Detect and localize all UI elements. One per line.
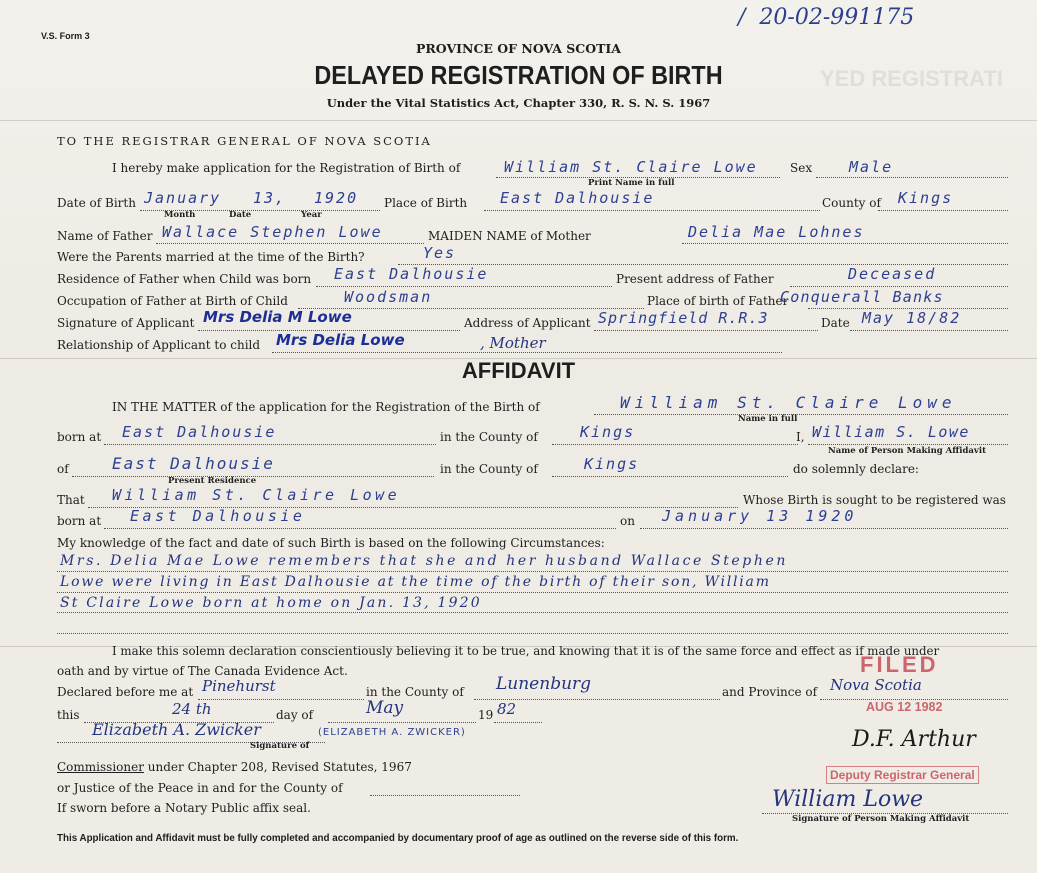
present-address-value: Deceased — [848, 265, 937, 283]
this-label: this — [57, 708, 80, 722]
relationship-label: Relationship of Applicant to child — [57, 338, 261, 352]
father-name-line — [156, 243, 424, 244]
father-name-label: Name of Father — [57, 229, 153, 243]
parents-married-label: Were the Parents married at the time of the Birth? — [57, 250, 365, 264]
residence-county-label: in the County of — [440, 462, 538, 476]
dob-month-value: January — [144, 189, 222, 207]
father-residence-value: East Dalhousie — [334, 265, 489, 283]
relationship-line — [272, 352, 782, 353]
affiant-name-line — [808, 444, 1008, 445]
year-line — [494, 722, 542, 723]
applicant-signature-label: Signature of Applicant — [57, 316, 195, 330]
solemn-declaration-line-1: I make this solemn declaration conscientiously believing it to be true, and knowing that it is of the same force and effect as if made under — [112, 644, 940, 658]
father-residence-line — [316, 286, 612, 287]
date-caption: Date — [229, 210, 252, 220]
county-label: County of — [822, 196, 881, 210]
circumstance-line-1 — [57, 571, 1008, 572]
born-on-line — [640, 528, 1008, 529]
residence-county-value: Kings — [584, 455, 640, 473]
mother-name-value: Delia Mae Lohnes — [688, 223, 865, 241]
notary-seal-note: If sworn before a Notary Public affix seal. — [57, 801, 311, 815]
affiant-signature-caption: Signature of Person Making Affidavit — [792, 814, 970, 824]
present-address-label: Present address of Father — [616, 272, 774, 286]
justice-of-peace-label: or Justice of the Peace in and for the County of — [57, 781, 343, 795]
affidavit-name-value: William St. Claire Lowe — [620, 393, 957, 412]
born-on-value: January 13 1920 — [662, 507, 858, 525]
commissioner-label: Commissioner — [57, 760, 144, 774]
father-occupation-label: Occupation of Father at Birth of Child — [57, 294, 288, 308]
commissioner-printed-name: (ELIZABETH A. ZWICKER) — [318, 727, 466, 738]
affidavit-matter-label: IN THE MATTER of the application for the Registration of the Birth of — [112, 400, 540, 414]
applicant-address-value: Springfield R.R.3 — [598, 309, 769, 327]
circumstance-text-1: Mrs. Delia Mae Lowe remembers that she and her husband Wallace Stephen — [60, 553, 788, 569]
county-of-label: in the County of — [440, 430, 538, 444]
year-caption: Year — [301, 210, 322, 220]
father-name-value: Wallace Stephen Lowe — [162, 223, 383, 241]
province-value: Nova Scotia — [830, 676, 922, 694]
province-of-label: and Province of — [722, 685, 818, 699]
month-caption: Month — [164, 210, 196, 220]
application-date-line — [850, 330, 1008, 331]
that-name-value: William St. Claire Lowe — [112, 486, 401, 504]
solemn-declaration-line-2: oath and by virtue of The Canada Evidence Act. — [57, 664, 348, 678]
child-name-value: William St. Claire Lowe — [504, 158, 758, 176]
applicant-address-line — [594, 330, 818, 331]
father-birthplace-label: Place of birth of Father — [647, 294, 789, 308]
sex-value: Male — [849, 158, 894, 176]
knowledge-label: My knowledge of the fact and date of such Birth is based on the following Circumstances: — [57, 536, 605, 550]
county-line — [878, 210, 1008, 211]
justice-county-line — [370, 795, 520, 796]
registrar-signature: D.F. Arthur — [852, 727, 976, 752]
circumstance-line-2 — [57, 592, 1008, 593]
reference-number — [738, 6, 914, 30]
declared-at-value: Pinehurst — [202, 677, 276, 695]
whose-birth-label: Whose Birth is sought to be registered was — [743, 493, 1006, 507]
county-value: Kings — [898, 189, 954, 207]
day-of-label: day of — [276, 708, 314, 722]
residence-value: East Dalhousie — [112, 454, 275, 473]
born-at-label-2: born at — [57, 514, 102, 528]
footer-note: This Application and Affidavit must be fully completed and accompanied by documentary proof of age as outlined on the reverse side of this form. — [57, 833, 739, 844]
relationship-value: , Mother — [480, 334, 546, 352]
month-value: May — [366, 698, 404, 718]
application-date-value: May 18/82 — [862, 309, 962, 327]
present-address-line — [790, 286, 1008, 287]
declared-at-line — [198, 699, 364, 700]
affidavit-heading: AFFIDAVIT — [461, 358, 576, 383]
born-at-value-2: East Dalhousie — [130, 507, 306, 525]
declared-county-label: in the County of — [366, 685, 464, 699]
born-at-label: born at — [57, 430, 102, 444]
page-subtitle: Under the Vital Statistics Act, Chapter 330, R. S. N. S. 1967 — [326, 96, 711, 110]
that-label: That — [57, 493, 85, 507]
declare-label: do solemnly declare: — [793, 462, 919, 476]
birth-county-line — [552, 444, 798, 445]
province-heading: PROVINCE OF NOVA SCOTIA — [416, 41, 621, 56]
applicant-address-label: Address of Applicant — [464, 316, 591, 330]
form-number: V.S. Form 3 — [41, 31, 90, 41]
sex-label: Sex — [790, 161, 813, 175]
sex-line — [816, 177, 1008, 178]
signature-of-caption: Signature of — [250, 741, 310, 751]
filed-date-stamp: AUG 12 1982 — [866, 700, 943, 714]
declared-before-label: Declared before me at — [57, 685, 194, 699]
father-residence-label: Residence of Father when Child was born — [57, 272, 312, 286]
print-name-caption: Print Name in full — [588, 178, 675, 188]
reference-tick: / — [738, 5, 760, 30]
residence-county-line — [552, 476, 788, 477]
day-value: 24 th — [172, 700, 212, 718]
reference-number-value: 20-02-991175 — [759, 5, 915, 30]
place-of-birth-line — [484, 210, 820, 211]
born-at-line — [104, 444, 436, 445]
affiant-signature-value: William Lowe — [772, 787, 924, 812]
present-residence-caption: Present Residence — [168, 476, 257, 486]
commissioner-signature-value: Elizabeth A. Zwicker — [92, 720, 261, 739]
year-value: 82 — [497, 700, 517, 718]
on-label: on — [620, 514, 635, 528]
dob-year-value: 1920 — [314, 189, 359, 207]
born-at-value: East Dalhousie — [122, 423, 277, 441]
father-birthplace-value: Conquerall Banks — [780, 288, 944, 306]
relationship-applicant-value: Mrs Delia Lowe — [276, 331, 405, 349]
application-date-label: Date — [821, 316, 850, 330]
affidavit-name-line — [594, 414, 1008, 415]
addressee-line: TO THE REGISTRAR GENERAL OF NOVA SCOTIA — [57, 134, 432, 148]
name-in-full-caption: Name in full — [738, 414, 798, 424]
paper-fold — [0, 120, 1037, 121]
circumstance-line-3 — [57, 612, 1008, 613]
father-occupation-value: Woodsman — [344, 288, 433, 306]
dob-label: Date of Birth — [57, 196, 136, 210]
circumstance-text-2: Lowe were living in East Dalhousie at the time of the birth of their son, William — [60, 574, 771, 590]
bleed-through-text: YED REGISTRATI — [820, 66, 1003, 91]
deputy-registrar-stamp: Deputy Registrar General — [826, 766, 979, 784]
birth-county-value: Kings — [580, 423, 636, 441]
commissioner-label-line — [57, 760, 412, 774]
place-of-birth-value: East Dalhousie — [500, 189, 655, 207]
dob-day-value: 13, — [253, 189, 287, 207]
year-prefix: 19 — [478, 708, 494, 722]
place-of-birth-label: Place of Birth — [384, 196, 468, 210]
application-intro: I hereby make application for the Registration of Birth of — [112, 161, 461, 175]
filed-stamp: FILED — [860, 652, 939, 677]
mother-maiden-name-label: MAIDEN NAME of Mother — [428, 229, 591, 243]
circumstance-text-3: St Claire Lowe born at home on Jan. 13, 1920 — [60, 595, 482, 611]
applicant-signature-value: Mrs Delia M Lowe — [203, 308, 352, 326]
declared-county-value: Lunenburg — [496, 674, 592, 694]
page-title: DELAYED REGISTRATION OF BIRTH — [314, 60, 723, 90]
affiant-name-value: William S. Lowe — [812, 423, 970, 441]
affiant-name-caption: Name of Person Making Affidavit — [828, 446, 987, 456]
born-at-line-2 — [104, 528, 616, 529]
commissioner-statute: under Chapter 208, Revised Statutes, 1967 — [147, 760, 412, 774]
affiant-i-label: I, — [796, 430, 805, 444]
mother-name-line — [682, 243, 1008, 244]
of-label: of — [57, 462, 69, 476]
month-line — [328, 722, 476, 723]
parents-married-value: Yes — [423, 244, 457, 262]
circumstance-line-4 — [57, 633, 1008, 634]
